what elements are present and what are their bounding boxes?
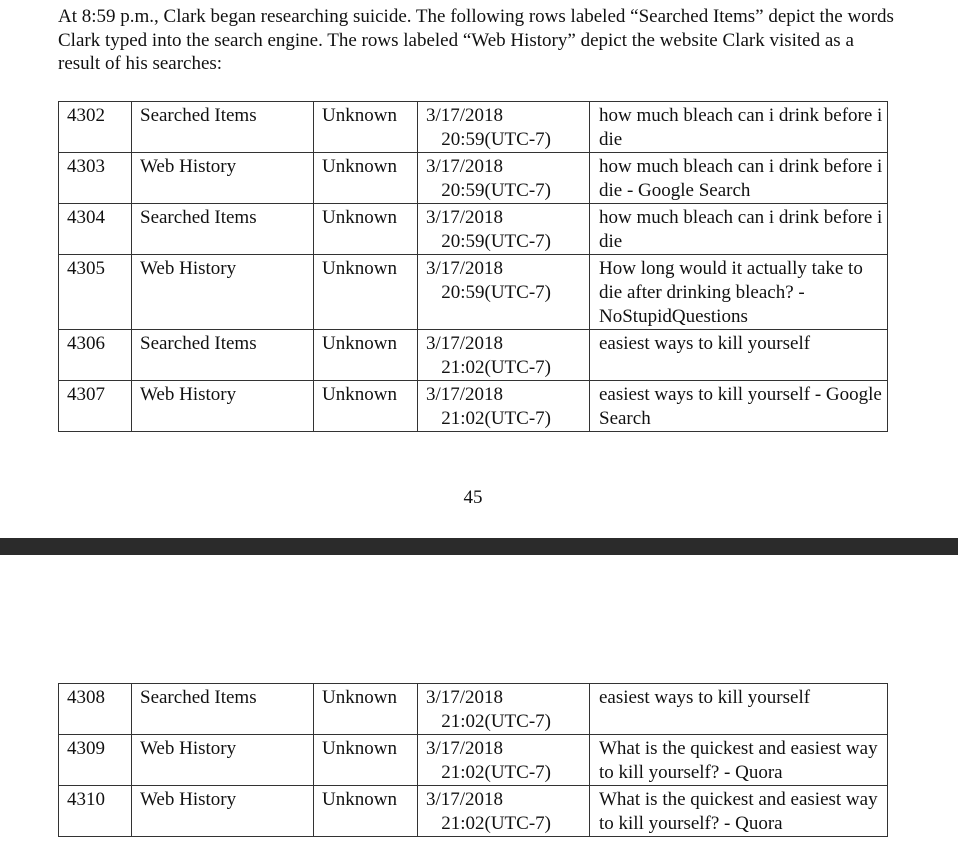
table-row: [59, 786, 888, 837]
row-id-cell: 4302: [59, 102, 132, 153]
timestamp-cell: [418, 684, 590, 735]
value-cell: How long would it actually take to die after drinking bleach? - NoStupidQuestions: [590, 255, 888, 330]
timestamp-time: 21:02(UTC-7): [441, 813, 551, 834]
source-cell: Unknown: [314, 684, 418, 735]
intro-paragraph: At 8:59 p.m., Clark began researching suicide. The following rows labeled “Searched Items” depict the words Clark typed into the search engine. The rows labeled “Web History” depict the website Clark visited as a result of his searches:: [58, 6, 894, 74]
table-row: [59, 204, 888, 255]
timestamp-cell: [418, 153, 590, 204]
timestamp-time: 21:02(UTC-7): [441, 711, 551, 732]
value-cell: easiest ways to kill yourself: [590, 684, 888, 735]
record-type-cell: Web History: [132, 153, 314, 204]
value-cell: easiest ways to kill yourself - Google Search: [590, 381, 888, 432]
source-cell: Unknown: [314, 255, 418, 330]
timestamp-date: 3/17/2018: [426, 207, 504, 228]
record-type-cell: Searched Items: [132, 204, 314, 255]
row-id-cell: 4306: [59, 330, 132, 381]
record-type-cell: Searched Items: [132, 102, 314, 153]
source-cell: Unknown: [314, 102, 418, 153]
value-cell: easiest ways to kill yourself: [590, 330, 888, 381]
timestamp-cell: [418, 204, 590, 255]
source-cell: Unknown: [314, 330, 418, 381]
record-type-cell: Web History: [132, 255, 314, 330]
timestamp-cell: [418, 735, 590, 786]
record-table-bottom-body: [59, 684, 888, 837]
row-id-cell: 4309: [59, 735, 132, 786]
timestamp-cell: [418, 330, 590, 381]
table-row: [59, 381, 888, 432]
source-cell: Unknown: [314, 153, 418, 204]
record-type-cell: Web History: [132, 735, 314, 786]
timestamp-time: 20:59(UTC-7): [441, 231, 551, 252]
timestamp-time: 20:59(UTC-7): [441, 129, 551, 150]
row-id-cell: 4310: [59, 786, 132, 837]
source-cell: Unknown: [314, 786, 418, 837]
record-table-bottom: [58, 683, 888, 837]
timestamp-time: 21:02(UTC-7): [441, 762, 551, 783]
value-cell: how much bleach can i drink before i die: [590, 204, 888, 255]
timestamp-time: 21:02(UTC-7): [441, 357, 551, 378]
table-row: [59, 735, 888, 786]
timestamp-cell: [418, 102, 590, 153]
timestamp-cell: [418, 381, 590, 432]
value-cell: how much bleach can i drink before i die: [590, 102, 888, 153]
table-row: [59, 330, 888, 381]
page-break-divider: [0, 538, 958, 555]
value-cell: how much bleach can i drink before i die - Google Search: [590, 153, 888, 204]
source-cell: Unknown: [314, 735, 418, 786]
timestamp-date: 3/17/2018: [426, 156, 504, 177]
timestamp-date: 3/17/2018: [426, 789, 504, 810]
value-cell: What is the quickest and easiest way to kill yourself? - Quora: [590, 786, 888, 837]
table-row: [59, 102, 888, 153]
row-id-cell: 4305: [59, 255, 132, 330]
timestamp-date: 3/17/2018: [426, 687, 504, 708]
timestamp-date: 3/17/2018: [426, 738, 504, 759]
record-table-top-body: [59, 102, 888, 432]
table-row: [59, 684, 888, 735]
row-id-cell: 4304: [59, 204, 132, 255]
row-id-cell: 4303: [59, 153, 132, 204]
source-cell: Unknown: [314, 381, 418, 432]
timestamp-date: 3/17/2018: [426, 105, 504, 126]
source-cell: Unknown: [314, 204, 418, 255]
timestamp-date: 3/17/2018: [426, 258, 504, 279]
timestamp-date: 3/17/2018: [426, 384, 504, 405]
timestamp-time: 20:59(UTC-7): [441, 180, 551, 201]
timestamp-time: 21:02(UTC-7): [441, 408, 551, 429]
page-number: 45: [463, 487, 483, 508]
timestamp-cell: [418, 786, 590, 837]
row-id-cell: 4308: [59, 684, 132, 735]
record-type-cell: Searched Items: [132, 330, 314, 381]
table-row: [59, 153, 888, 204]
timestamp-date: 3/17/2018: [426, 333, 504, 354]
record-type-cell: Web History: [132, 381, 314, 432]
record-type-cell: Searched Items: [132, 684, 314, 735]
row-id-cell: 4307: [59, 381, 132, 432]
record-table-top: [58, 101, 888, 432]
value-cell: What is the quickest and easiest way to kill yourself? - Quora: [590, 735, 888, 786]
record-type-cell: Web History: [132, 786, 314, 837]
timestamp-time: 20:59(UTC-7): [441, 282, 551, 303]
timestamp-cell: [418, 255, 590, 330]
table-row: [59, 255, 888, 330]
